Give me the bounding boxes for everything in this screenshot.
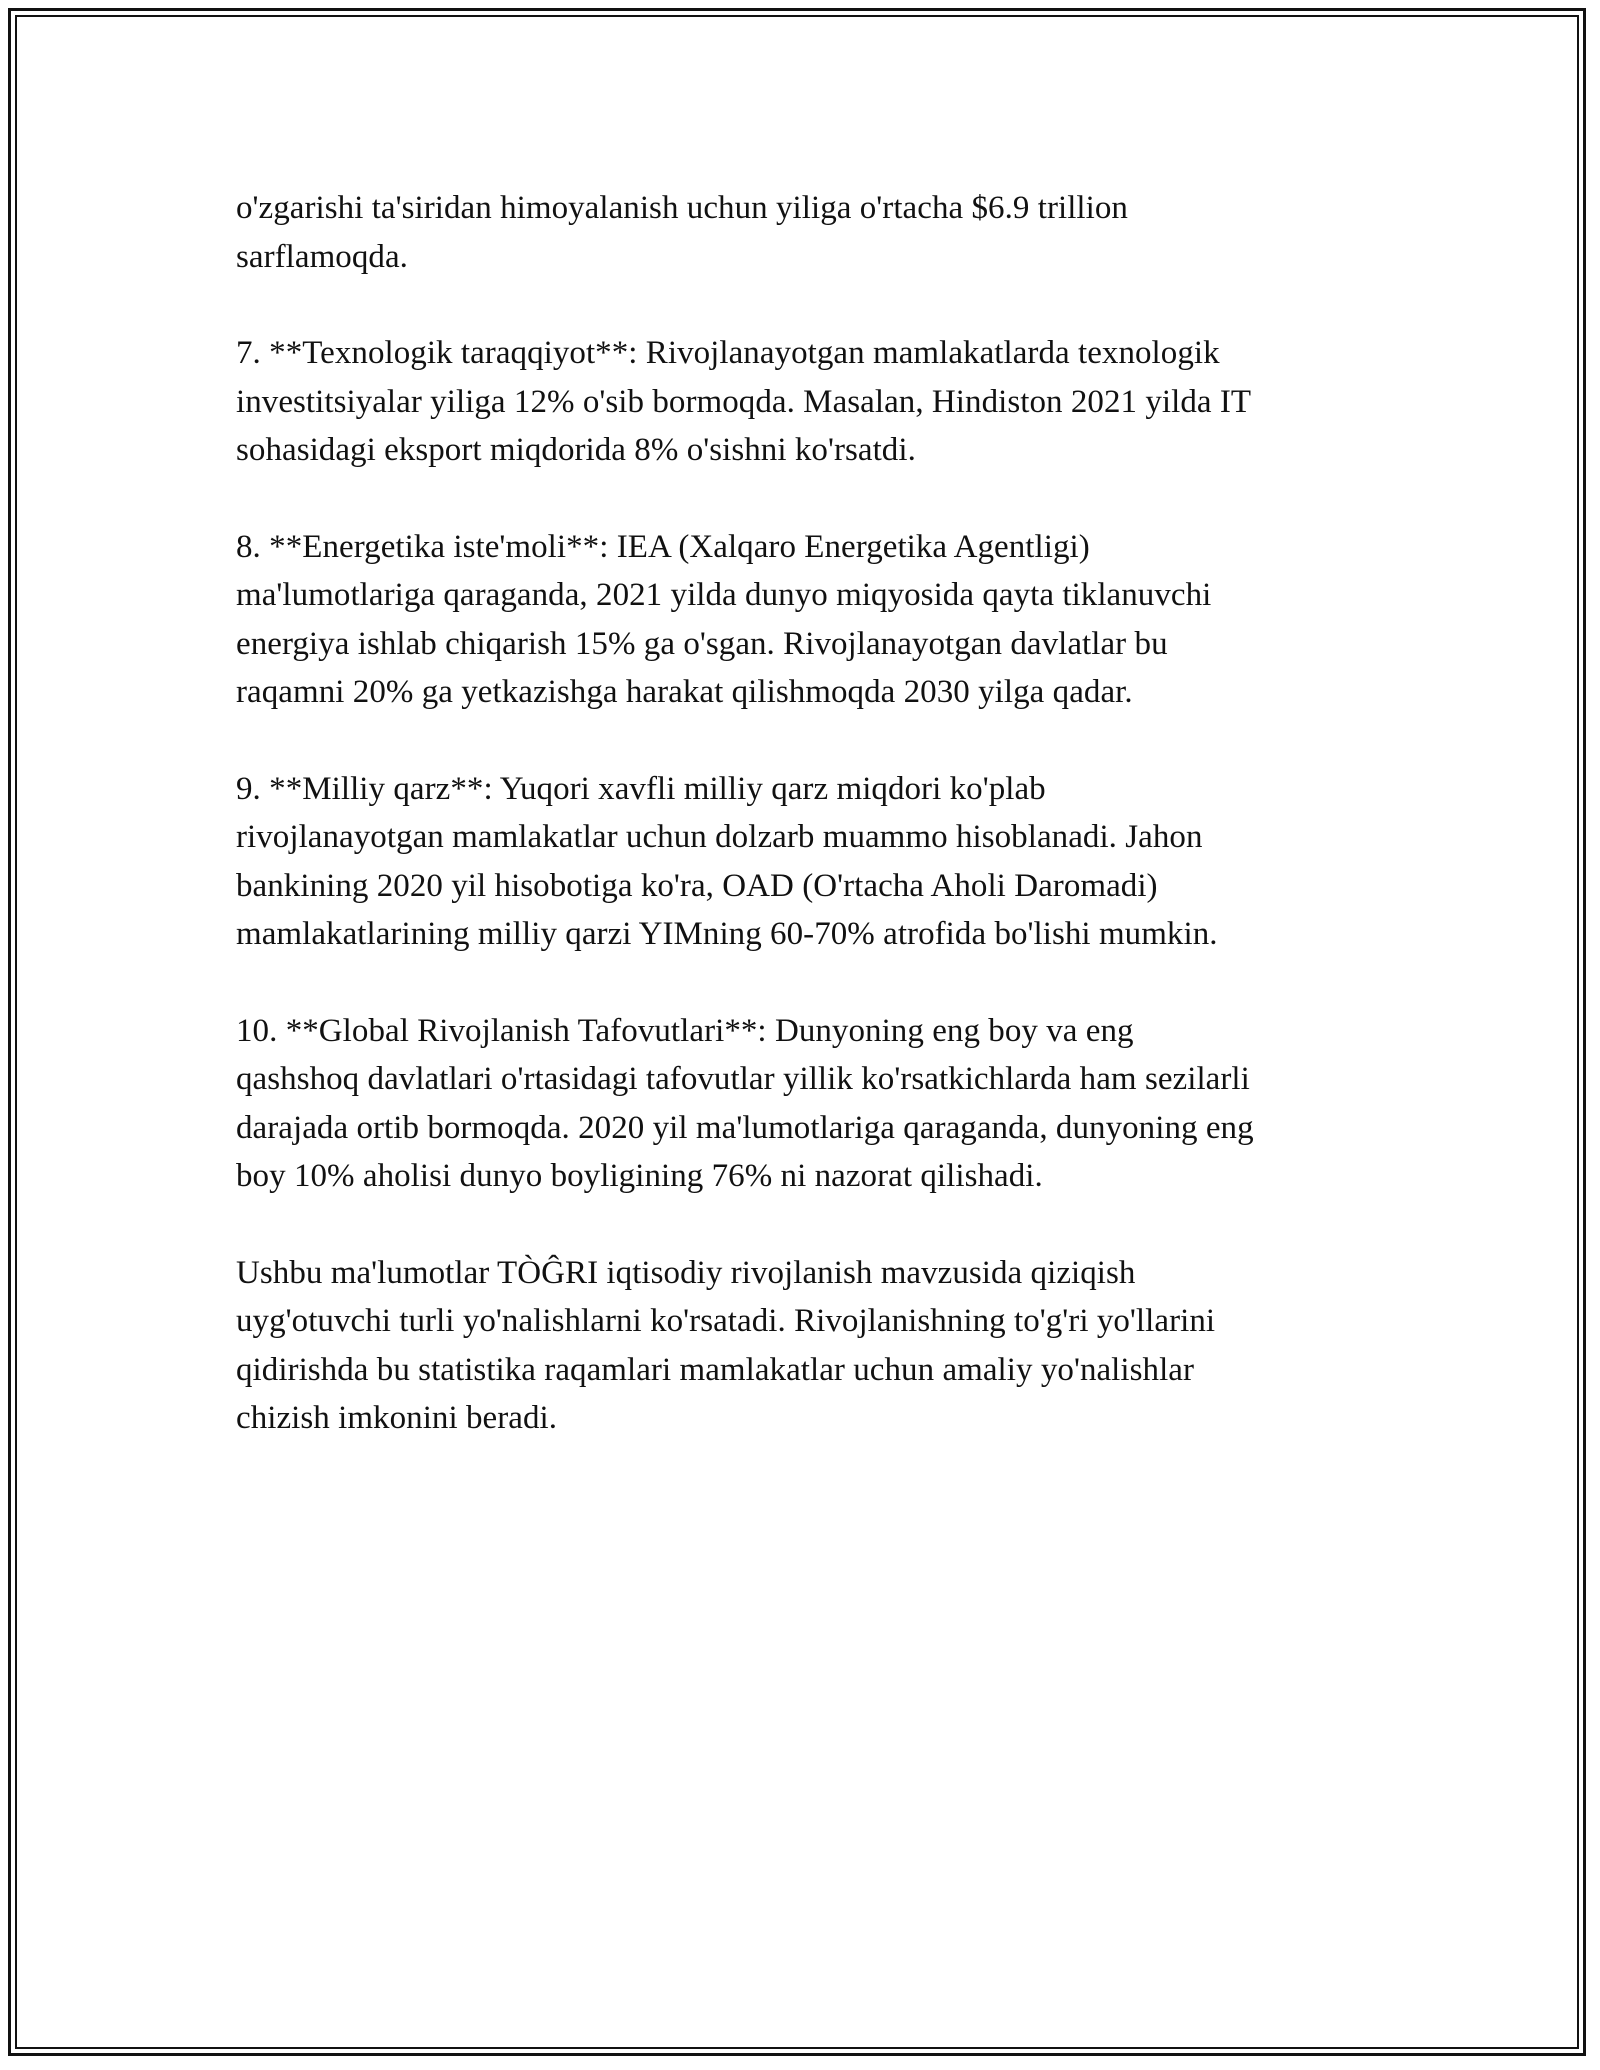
paragraph-energy-consumption: 8. **Energetika iste'moli**: IEA (Xalqaro Energetika Agentligi) ma'lumotlariga qaraganda, 2021 yilda dunyo miqyosida qayta tiklanuvchi energiya ishlab chiqarish 15% ga o'sgan. Rivojlanayotgan davlatlar bu raqamni 20% ga yetkazishga harakat qilishmoqda 2030 yilga qadar. bbox=[236, 528, 1212, 710]
paragraph-conclusion: Ushbu ma'lumotlar TÒĜRI iqtisodiy rivojlanish mavzusida qiziqish uyg'otuvchi turli yo'nalishlarni ko'rsatadi. Rivojlanishning to'g'ri yo'llarini qidirishda bu statistika raqamlari mamlakatlar uchun amaliy yo'nalishlar chizish imkonini beradi. bbox=[236, 1254, 1216, 1436]
paragraph-national-debt: 9. **Milliy qarz**: Yuqori xavfli milliy qarz miqdori ko'plab rivojlanayotgan mamlakatlar uchun dolzarb muammo hisoblanadi. Jahon bankining 2020 yil hisobotiga ko'ra, OAD (O'rtacha Aholi Daromadi) mamlakatlarining milliy qarzi YIMning 60-70% atrofida bo'lishi mumkin. bbox=[236, 770, 1218, 952]
paragraph-global-development-gaps: 10. **Global Rivojlanish Tafovutlari**: Dunyoning eng boy va eng qashshoq davlatlari o'rtasidagi tafovutlar yillik ko'rsatkichlarda ham sezilarli darajada ortib bormoqda. 2020 yil ma'lumotlariga qaraganda, dunyoning eng boy 10% aholisi dunyo boyligining 76% ni nazorat qilishadi. bbox=[236, 1012, 1254, 1194]
paragraph-climate-spending: o'zgarishi ta'siridan himoyalanish uchun yiliga o'rtacha $6.9 trillion sarflamoqda. bbox=[236, 190, 1128, 275]
paragraph-technological-progress: 7. **Texnologik taraqqiyot**: Rivojlanayotgan mamlakatlarda texnologik investitsiyalar yiliga 12% o'sib bormoqda. Masalan, Hindiston 2021 yilda IT sohasidagi eksport miqdorida 8% o'sishni ko'rsatdi. bbox=[236, 335, 1252, 468]
document-body bbox=[236, 184, 1376, 1491]
